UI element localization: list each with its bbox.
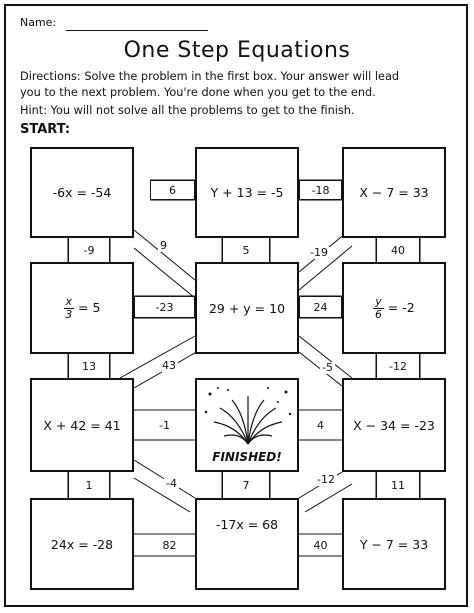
- equation-box-9: [342, 378, 446, 472]
- equation-text: 24x = -28: [50, 536, 114, 552]
- directions-line-2: you to the next problem. You're done when you get to the end.: [20, 86, 376, 99]
- answer-label: -1: [159, 418, 170, 432]
- equation-box-7: [30, 378, 134, 472]
- answer-label: 9: [160, 239, 167, 252]
- equation-box-2: [195, 147, 299, 238]
- answer-label: 40: [376, 238, 420, 262]
- directions-line-1: Directions: Solve the problem in the first box. Your answer will lead: [20, 70, 400, 83]
- finished-label: FINISHED!: [212, 450, 282, 464]
- fraction: $\frac{y}{6}$: [375, 294, 383, 321]
- answer-label: -19: [310, 246, 328, 259]
- equation-box-3: [342, 147, 446, 238]
- equation-text: $\frac{x}{3}$ = 5: [65, 294, 101, 321]
- answer-label: 5: [222, 238, 270, 262]
- start-label: START:: [20, 122, 71, 137]
- fireworks-icon: [198, 382, 298, 452]
- answer-label: 13: [68, 354, 110, 378]
- answer-label: 43: [162, 359, 176, 372]
- connector: [134, 478, 190, 512]
- equation-text: X − 7 = 33: [359, 185, 429, 200]
- answer-label: -12: [376, 354, 420, 378]
- answer-label: 82: [162, 538, 177, 552]
- answer-label: -9: [68, 238, 110, 262]
- answer-label: 7: [222, 472, 270, 498]
- answer-label: 24: [299, 296, 342, 318]
- answer-label: -5: [322, 361, 333, 374]
- name-label: Name:: [20, 16, 57, 29]
- answer-label: 11: [376, 472, 420, 498]
- answer-label: 4: [317, 418, 324, 432]
- answer-label: -4: [166, 477, 177, 490]
- page-title: One Step Equations: [123, 38, 351, 63]
- equation-text: Y + 13 = -5: [210, 185, 284, 200]
- equation-box-12: [342, 498, 446, 590]
- equation-text: $\frac{y}{6}$ = -2: [375, 294, 415, 321]
- equation-text: -6x = -54: [52, 185, 112, 200]
- equation-box-1: [30, 147, 134, 238]
- answer-label: 1: [68, 472, 110, 498]
- equation-box-11: [195, 498, 299, 590]
- equation-box-6: [342, 262, 446, 354]
- equation-box-5: [195, 262, 299, 354]
- equation-text: -17x = 68: [215, 516, 279, 532]
- equation-text: X − 34 = -23: [353, 417, 435, 433]
- hint-text: Hint: You will not solve all the problems to get to the finish.: [20, 104, 355, 117]
- finish-box: [195, 378, 299, 472]
- answer-label: -23: [134, 296, 195, 318]
- fraction: $\frac{x}{3}$: [65, 294, 73, 321]
- equation-box-4: [30, 262, 134, 354]
- equation-text: 29 + y = 10: [208, 300, 286, 316]
- answer-label: -12: [317, 473, 335, 486]
- equation-text: X + 42 = 41: [43, 417, 121, 433]
- answer-label: 40: [313, 538, 328, 552]
- equation-text: Y − 7 = 33: [359, 536, 429, 552]
- answer-label: -18: [299, 180, 342, 200]
- answer-label: 6: [150, 180, 195, 200]
- equation-box-10: [30, 498, 134, 590]
